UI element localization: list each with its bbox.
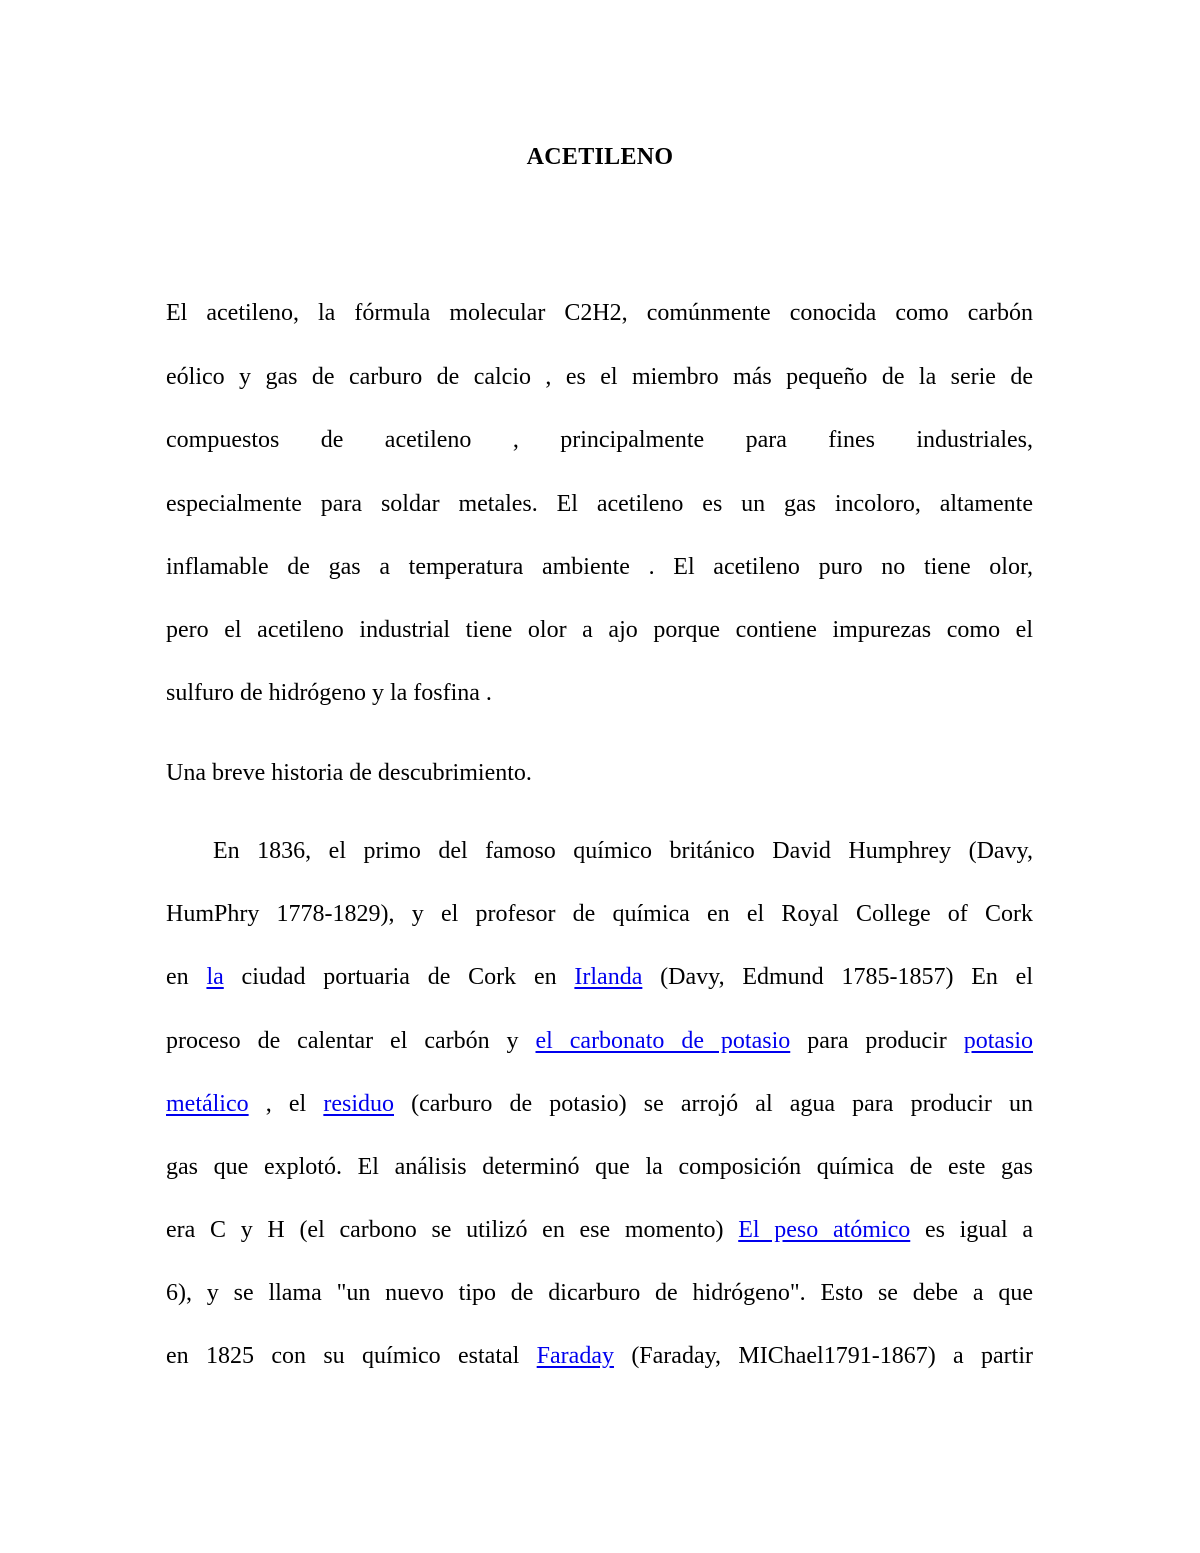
link-potasio-metalico-cont[interactable]: metálico <box>166 1091 249 1117</box>
paragraph1-line5: inflamable de gas a temperatura ambiente . El acetileno puro no tiene olor, <box>166 554 1033 580</box>
text-segment: (Faraday, MIChael1791-1867) a partir <box>613 1343 1033 1369</box>
paragraph1-line2: eólico y gas de carburo de calcio , es el miembro más pequeño de la serie de <box>166 364 1033 390</box>
paragraph2-line2: HumPhry 1778-1829), y el profesor de química en el Royal College of Cork <box>166 901 1033 927</box>
paragraph1-line7: sulfuro de hidrógeno y la fosfina . <box>166 680 492 706</box>
text-segment: ciudad portuaria de Cork en <box>223 964 575 990</box>
link-faraday[interactable]: Faraday <box>536 1343 614 1369</box>
text-segment: , el <box>248 1091 324 1117</box>
paragraph2-line7 <box>166 1213 1033 1247</box>
paragraph1-line3 <box>166 423 1033 457</box>
paragraph2-line9 <box>166 1339 1033 1373</box>
section-subheading: Una breve historia de descubrimiento. <box>166 760 532 786</box>
text-segment: (carburo de potasio) se arrojó al agua para producir un <box>394 1091 1034 1117</box>
paragraph2-line8: 6), y se llama "un nuevo tipo de dicarburo de hidrógeno". Esto se debe a que <box>166 1280 1033 1306</box>
link-residuo[interactable]: residuo <box>323 1091 394 1117</box>
paragraph1-line1: El acetileno, la fórmula molecular C2H2, comúnmente conocida como carbón <box>166 300 1033 326</box>
paragraph2-line1: En 1836, el primo del famoso químico británico David Humphrey (Davy, <box>213 838 1033 864</box>
paragraph1-line6: pero el acetileno industrial tiene olor a ajo porque contiene impurezas como el <box>166 617 1033 643</box>
text-segment: para producir <box>790 1028 964 1054</box>
paragraph2-line6: gas que explotó. El análisis determinó que la composición química de este gas <box>166 1154 1033 1180</box>
text-segment: era C y H (el carbono se utilizó en ese momento) <box>166 1217 739 1243</box>
link-la[interactable]: la <box>206 964 224 990</box>
text-segment: (Davy, Edmund 1785-1857) En el <box>642 964 1033 990</box>
link-irlanda[interactable]: Irlanda <box>574 964 643 990</box>
text-segment: en 1825 con su químico estatal <box>166 1343 537 1369</box>
link-potasio-metalico[interactable]: potasio <box>963 1028 1034 1054</box>
paragraph2-line4 <box>166 1024 1033 1058</box>
paragraph2-line5 <box>166 1087 1033 1121</box>
text-segment: es igual a <box>910 1217 1033 1243</box>
link-el-peso-atomico[interactable]: El peso atómico <box>738 1217 911 1243</box>
paragraph1-line4: especialmente para soldar metales. El acetileno es un gas incoloro, altamente <box>166 491 1033 517</box>
text-segment: proceso de calentar el carbón y <box>166 1028 536 1054</box>
paragraph1-line3-text: compuestos de acetileno , principalmente para fines industriales, <box>166 427 1033 453</box>
paragraph2-line3 <box>166 960 1033 994</box>
text-segment: en <box>166 964 207 990</box>
link-el-carbonato-de-potasio[interactable]: el carbonato de potasio <box>535 1028 791 1054</box>
document-title: ACETILENO <box>526 144 674 170</box>
